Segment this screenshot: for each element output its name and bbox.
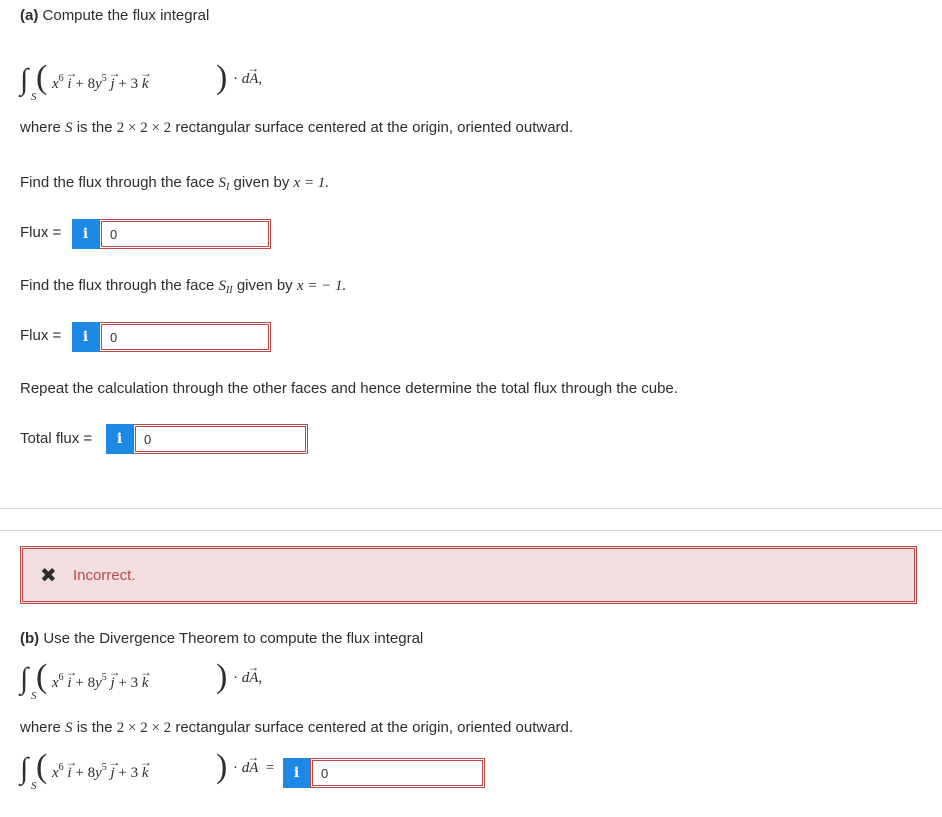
where-prefix: where: [20, 119, 61, 136]
dA-d: d: [241, 670, 250, 686]
j-vector: → j: [110, 764, 114, 782]
dA-d: d: [241, 760, 250, 776]
dims: 2 × 2 × 2: [116, 120, 172, 136]
q1-face: S: [218, 175, 226, 191]
x-base: x: [52, 76, 59, 92]
q2-face-sub: II: [225, 285, 233, 296]
dot-product: ·: [233, 760, 238, 776]
flux1-label: Flux =: [20, 224, 62, 241]
where-suffix: rectangular surface centered at the origin, oriented outward.: [175, 119, 574, 136]
plus-2: +: [118, 76, 127, 92]
integral-surface: S: [31, 780, 37, 792]
right-paren: ): [216, 748, 228, 785]
area-element: [233, 759, 274, 777]
info-icon[interactable]: i: [106, 424, 133, 454]
integral-sign: ∫: [20, 63, 29, 96]
A-vector: → A: [249, 669, 258, 687]
part-a-heading: [20, 6, 209, 26]
where-suffix: rectangular surface centered at the origin, oriented outward.: [175, 719, 574, 736]
y-base: y: [95, 765, 102, 781]
dot-product: ·: [233, 670, 238, 686]
q2-given: given by: [236, 277, 293, 294]
question-face-1: [20, 173, 329, 198]
k-vector: → k: [142, 674, 149, 692]
k-coef: 3: [130, 76, 139, 92]
y-exp: 5: [101, 73, 107, 84]
info-icon[interactable]: i: [283, 758, 310, 788]
part-b-heading-text: Use the Divergence Theorem to compute the flux integral: [43, 630, 424, 647]
x-base: x: [52, 675, 59, 691]
plus-1: +: [75, 765, 84, 781]
where-var: S: [65, 720, 73, 736]
q2-equation: x = − 1.: [296, 278, 347, 294]
q1-text: Find the flux through the face: [20, 174, 215, 191]
x-base: x: [52, 765, 59, 781]
left-paren: (: [36, 658, 48, 695]
i-vector: → i: [67, 674, 71, 692]
integral-surface: S: [31, 690, 37, 702]
left-paren: (: [36, 748, 48, 785]
vector-field: [52, 70, 149, 93]
equals-sign: =: [265, 760, 275, 776]
info-icon[interactable]: i: [72, 322, 99, 352]
q2-text: Find the flux through the face: [20, 277, 215, 294]
left-paren: (: [36, 59, 48, 96]
y-base: y: [95, 76, 102, 92]
A-vector: → A: [249, 70, 258, 88]
q1-face-sub: I: [225, 182, 230, 193]
k-coef: 3: [130, 765, 139, 781]
integral-sign: ∫: [20, 752, 29, 785]
y-exp: 5: [101, 762, 107, 773]
total-flux-answer: [106, 424, 308, 454]
incorrect-alert: [20, 546, 917, 604]
A-vector: → A: [249, 759, 258, 777]
integral-sign: ∫: [20, 662, 29, 695]
flux1-answer: [72, 219, 271, 249]
part-a-heading-text: Compute the flux integral: [42, 7, 210, 24]
total-flux-input[interactable]: 0: [133, 424, 308, 454]
question-face-2: [20, 276, 346, 301]
i-vector: → i: [67, 764, 71, 782]
divergence-input[interactable]: 0: [310, 758, 485, 788]
section-divider-bottom: [0, 530, 942, 531]
total-flux-label: Total flux =: [20, 430, 93, 447]
section-divider-top: [0, 508, 942, 509]
q1-given: given by: [233, 174, 290, 191]
trailing-comma: ,: [258, 71, 263, 87]
flux1-input[interactable]: 0: [99, 219, 271, 249]
info-icon[interactable]: i: [72, 219, 99, 249]
divergence-answer: [283, 758, 485, 788]
y-exp: 5: [101, 672, 107, 683]
y-base: y: [95, 675, 102, 691]
surface-description-b: [20, 718, 573, 738]
flux-integral-expression: [20, 58, 280, 108]
x-exp: 6: [58, 73, 64, 84]
where-mid: is the: [76, 119, 113, 136]
surface-description: [20, 118, 573, 138]
area-element: [233, 669, 262, 687]
j-vector: → j: [110, 75, 114, 93]
plus-1: +: [75, 76, 84, 92]
x-exp: 6: [58, 672, 64, 683]
plus-2: +: [118, 765, 127, 781]
k-vector: → k: [142, 75, 149, 93]
right-paren: ): [216, 658, 228, 695]
q1-equation: x = 1.: [293, 175, 330, 191]
plus-1: +: [75, 675, 84, 691]
flux2-answer: [72, 322, 271, 352]
y-coef: 8: [87, 675, 96, 691]
question-total: Repeat the calculation through the other faces and hence determine the total flux through the cube.: [20, 380, 678, 397]
plus-2: +: [118, 675, 127, 691]
k-coef: 3: [130, 675, 139, 691]
part-b-heading: [20, 629, 423, 649]
q2-face: S: [218, 278, 226, 294]
i-vector: → i: [67, 75, 71, 93]
where-mid: is the: [76, 719, 113, 736]
integral-surface: S: [31, 91, 37, 103]
flux2-input[interactable]: 0: [99, 322, 271, 352]
area-element: [233, 70, 262, 88]
dims: 2 × 2 × 2: [116, 720, 172, 736]
vector-field: [52, 759, 149, 782]
y-coef: 8: [87, 76, 96, 92]
x-exp: 6: [58, 762, 64, 773]
where-var: S: [65, 120, 73, 136]
where-prefix: where: [20, 719, 61, 736]
dA-d: d: [241, 71, 250, 87]
feedback-message: Incorrect.: [73, 567, 136, 584]
part-b-label: (b): [20, 630, 40, 647]
divergence-integral-expression: [20, 747, 280, 797]
x-mark-icon: ✖: [40, 565, 57, 587]
j-vector: → j: [110, 674, 114, 692]
vector-field: [52, 669, 149, 692]
k-vector: → k: [142, 764, 149, 782]
part-a-label: (a): [20, 7, 39, 24]
flux2-label: Flux =: [20, 327, 62, 344]
flux-integral-expression-b: [20, 657, 280, 707]
trailing-comma: ,: [258, 670, 263, 686]
right-paren: ): [216, 59, 228, 96]
y-coef: 8: [87, 765, 96, 781]
dot-product: ·: [233, 71, 238, 87]
